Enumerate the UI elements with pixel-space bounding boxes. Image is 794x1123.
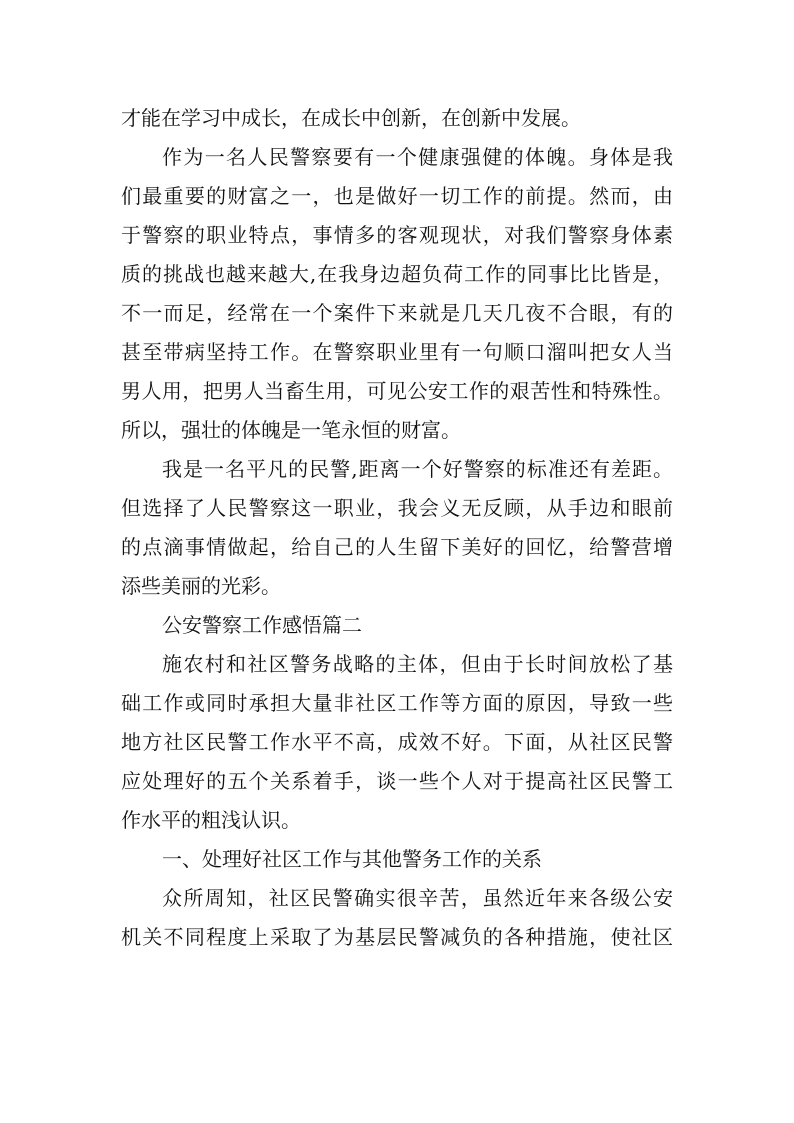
text-line: 甚至带病坚持工作。在警察职业里有一句顺口溜叫把女人当 bbox=[121, 340, 673, 364]
text-line: 应处理好的五个关系着手，谈一些个人对于提高社区民警工 bbox=[121, 769, 673, 793]
text-line: 一、处理好社区工作与其他警务工作的关系 bbox=[162, 847, 542, 871]
text-line: 作水平的粗浅认识。 bbox=[121, 808, 301, 832]
text-line: 我是一名平凡的民警,距离一个好警察的标准还有差距。 bbox=[162, 457, 673, 481]
text-line: 础工作或同时承担大量非社区工作等方面的原因，导致一些 bbox=[121, 691, 673, 715]
text-line: 的点滴事情做起，给自己的人生留下美好的回忆，给警营增 bbox=[121, 535, 673, 559]
document-body bbox=[121, 99, 673, 957]
text-line: 们最重要的财富之一，也是做好一切工作的前提。然而，由 bbox=[121, 184, 673, 208]
text-line: 男人用，把男人当畜生用，可见公安工作的艰苦性和特殊性。 bbox=[121, 379, 673, 403]
text-line: 公安警察工作感悟篇二 bbox=[162, 613, 362, 637]
text-line: 众所周知，社区民警确实很辛苦，虽然近年来各级公安 bbox=[162, 886, 673, 910]
text-line: 施农村和社区警务战略的主体，但由于长时间放松了基 bbox=[162, 652, 673, 676]
text-line: 所以，强壮的体魄是一笔永恒的财富。 bbox=[121, 418, 461, 442]
text-line: 但选择了人民警察这一职业，我会义无反顾，从手边和眼前 bbox=[121, 496, 673, 520]
text-line: 添些美丽的光彩。 bbox=[121, 574, 281, 598]
text-line: 作为一名人民警察要有一个健康强健的体魄。身体是我 bbox=[162, 145, 673, 169]
text-line: 机关不同程度上采取了为基层民警减负的各种措施，使社区 bbox=[121, 925, 673, 949]
text-line: 地方社区民警工作水平不高，成效不好。下面，从社区民警 bbox=[121, 730, 673, 754]
text-line: 于警察的职业特点，事情多的客观现状，对我们警察身体素 bbox=[121, 223, 673, 247]
text-line: 质的挑战也越来越大,在我身边超负荷工作的同事比比皆是， bbox=[121, 262, 673, 286]
text-line: 不一而足，经常在一个案件下来就是几天几夜不合眼，有的 bbox=[121, 301, 673, 325]
text-line: 才能在学习中成长，在成长中创新，在创新中发展。 bbox=[121, 106, 581, 130]
